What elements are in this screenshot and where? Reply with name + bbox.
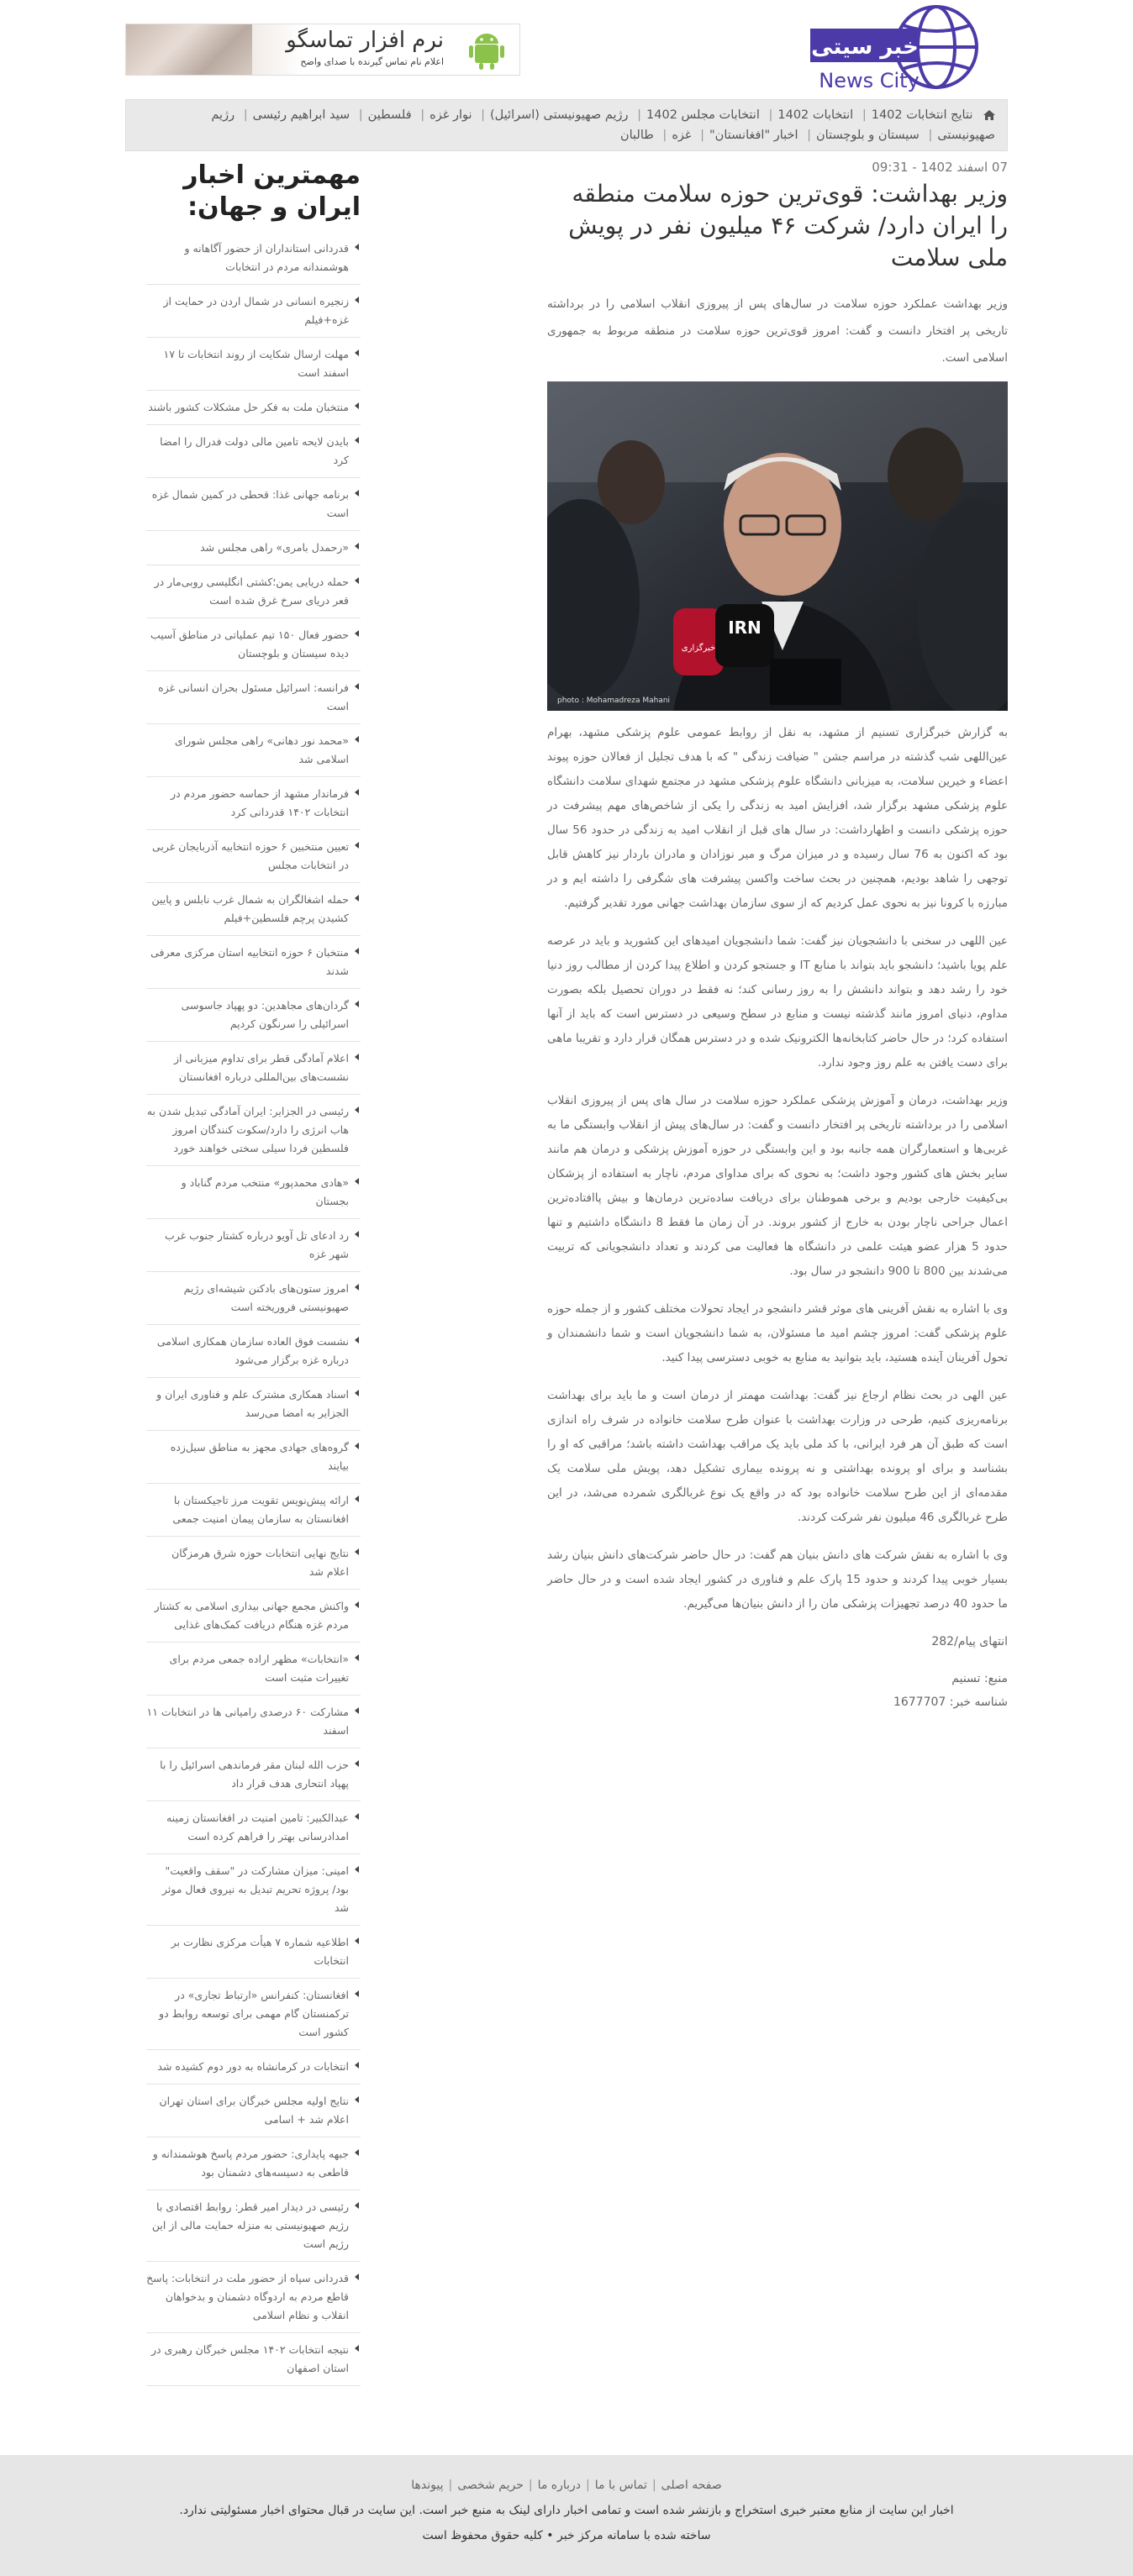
sidebar-news-item[interactable] — [146, 1431, 361, 1484]
tag-navigation: نتایج انتخابات 1402| انتخابات 1402| انتخابات مجلس 1402| رژیم صهیونیستی (اسرائیل)| نوار غزه| فلسطین| سید ابراهیم رئیسی| رژیم صهیونیستی| سیستان و بلوچستان| اخبار "افغانستان"| غزه| طالبان — [125, 99, 1008, 151]
caret-left-icon — [355, 1760, 359, 1767]
article-paragraph: وی با اشاره به نقش شرکت های دانش بنیان هم گفت: در حال حاضر شرکت‌های دانش بنیان رشد بسیار خوبی پیدا کردند و حدود 15 پارک علم و فناوری در کشور ایجاد شده است و در حال حاضر ما حدود 40 درصد تجهیزات پزشکی مان را از دانش بنیان‌ها می‌گیریم. — [547, 1548, 1008, 1611]
sidebar-news-link[interactable]: ارائه پیش‌نویس تقویت مرز تاجیکستان با افغانستان به سازمان پیمان امنیت جمعی — [172, 1494, 349, 1525]
sidebar-news-item[interactable] — [146, 1166, 361, 1219]
article-paragraph: به گزارش خبرگزاری تسنیم از مشهد، به نقل از روابط عمومی علوم پزشکی مشهد، بهرام عین‌اللهی شب گذشته در مراسم جشن " ضیافت زندگی " که با هدف تجلیل از فعالان حوزه پیوند اعضاء و خیرین سلامت، به میزبانی دانشگاه علوم پزشکی مشهد در مجتمع شهدای سلامت دانشگاه علوم پزشکی مشهد برگزار شد، افزایش امید به زندگی را یکی از شاخص‌های مهم پیشرفت در حوزه پزشکی دانست و اظهارداشت: در سال های قبل از انقلاب امید به زندگی در حدود 56 سال بود که اکنون به 76 سال رسیده و در میزان مرگ و میر نوزادان و مادران باردار نیز کاهش قابل توجهی را شاهد بودیم، همچنین در بحث ساخت واکسن پیشرفت های شگرفی را داشته ایم و در مبارزه با کرونا نیز به نحوی عمل کردیم که از سوی سازمان بهداشت جهانی مورد تقدیر گرفتیم. — [547, 726, 1008, 910]
nav-item[interactable]: نوار غزه — [429, 108, 472, 122]
sidebar-news-item[interactable] — [146, 1854, 361, 1926]
caret-left-icon — [355, 1390, 359, 1396]
article-paragraph: وی با اشاره به نقش آفرینی های موثر قشر دانشجو در ایجاد تحولات مختلف کشور و از جمله حوزه علوم پزشکی گفت: امروز چشم امید ما مسئولان، به شما دانشجویان است و شما دانشمندان و تحول آفرینان آینده هستید، باید بتوانید به منابع به خوبی دسترسی پیدا کنید. — [547, 1302, 1008, 1364]
sidebar-news-link[interactable]: رئیسی در الجزایر: ایران آمادگی تبدیل شدن به هاب انرژی را دارد/سکوت کنندگان امروز فلسطین فردا سیلی سختی خواهند خورد — [146, 1105, 349, 1154]
sidebar-news-link[interactable]: مهلت ارسال شکایت از روند انتخابات تا ۱۷ اسفند است — [163, 348, 349, 379]
caret-left-icon — [355, 2096, 359, 2103]
site-footer — [0, 2455, 1133, 2576]
logo-fa-text: خبر سیتی — [811, 34, 919, 60]
footer-separator: | — [586, 2479, 590, 2492]
caret-left-icon — [355, 630, 359, 637]
end-message: انتهای پیام/282 — [931, 1635, 1008, 1648]
sidebar-news-link[interactable]: امینی: میزان مشارکت در "سقف واقعیت" بود/ پروژه تحریم تبدیل به نیروی فعال موثر شد — [161, 1864, 349, 1914]
sidebar-news-link[interactable]: گردان‌های مجاهدین: دو پهپاد جاسوسی اسرائیلی را سرنگون کردیم — [181, 999, 349, 1030]
caret-left-icon — [355, 683, 359, 690]
nav-item[interactable]: انتخابات مجلس 1402 — [646, 108, 760, 122]
sidebar-news-item[interactable] — [146, 1219, 361, 1272]
sidebar-news-link[interactable]: «انتخابات» مظهر اراده جمعی مردم برای تغییرات مثبت است — [169, 1653, 349, 1684]
caret-left-icon — [355, 1813, 359, 1820]
sidebar-news-list — [146, 232, 361, 2386]
caret-left-icon — [355, 1231, 359, 1238]
sidebar-news-link[interactable]: گروه‌های جهادی مجهز به مناطق سیل‌زده بیایند — [170, 1441, 349, 1472]
sidebar-news-link[interactable]: زنجیره انسانی در شمال اردن در حمایت از غزه+فیلم — [163, 295, 349, 326]
home-icon[interactable] — [983, 110, 995, 120]
article-paragraph: وزیر بهداشت، درمان و آموزش پزشکی عملکرد حوزه سلامت در سال های پس از پیروزی انقلاب اسلامی را در برداشته تاریخی پر افتخار دانست و گفت: در سال‌های پیش از انقلاب وابستگی ما به غربی‌ها و استعمارگران همه جانبه بود و این وابستگی در حوزه آموزش پزشکی و درمان هم مانند سایر بخش های کشور وجود داشت؛ به نحوی که برای مداوای مردم، ناچار به استفاده از پزشکان بی‌کیفیت خارجی بودیم و برخی هموطنان برای دریافت ساده‌ترین درمان‌ها و بیش پاافتاده‌ترین اعمال جراحی ناچار بودن به خارج از کشور بروند. در آن زمان ما فقط 8 دانشگاه داشتیم و تنها حدود 5 هزار عضو هیئت علمی در دانشگاه ها فعالیت می کردند و تعداد دانشجویانی که تربیت می‌شدند بین 800 تا 900 دانشجو در سال بود. — [547, 1094, 1008, 1278]
caret-left-icon — [355, 1990, 359, 1997]
nav-item[interactable]: سید ابراهیم رئیسی — [252, 108, 350, 122]
sidebar-news-link[interactable]: فرماندار مشهد از حماسه حضور مردم در انتخابات ۱۴۰۲ قدردانی کرد — [171, 787, 349, 818]
caret-left-icon — [355, 2062, 359, 2069]
caret-left-icon — [355, 1337, 359, 1343]
sidebar-news-link[interactable]: تعیین منتخبین ۶ حوزه انتخابیه آذربایجان غربی در انتخابات مجلس — [151, 840, 349, 871]
caret-left-icon — [355, 244, 359, 250]
footer-separator: | — [528, 2479, 533, 2492]
sidebar-news-link[interactable]: امروز ستون‌های بادکنن شیشه‌ای رژیم صهیونیستی فروریخته است — [183, 1282, 349, 1313]
caret-left-icon — [355, 543, 359, 549]
footer-copyright: ساخته شده با سامانه مرکز خبر • کلیه حقوق محفوظ است — [422, 2529, 711, 2542]
footer-links — [0, 2479, 1133, 2492]
photo-credit: photo : Mohamadreza Mahani — [557, 697, 671, 705]
caret-left-icon — [355, 437, 359, 444]
sidebar-news-item[interactable] — [146, 1378, 361, 1431]
sidebar-news-item[interactable] — [146, 1484, 361, 1537]
sidebar-news-link[interactable]: نتایج نهایی انتخابات حوزه شرق هرمزگان اعلام شد — [171, 1547, 349, 1578]
sidebar-news-link[interactable]: حمله اشغالگران به شمال غرب نابلس و پایین کشیدن پرچم فلسطین+فیلم — [151, 893, 349, 924]
sidebar-news-item[interactable] — [146, 2084, 361, 2137]
sidebar-news-link[interactable]: حزب الله لبنان مقر فرماندهی اسرائیل را با پهپاد انتحاری هدف قرار داد — [160, 1759, 349, 1790]
article-date: 07 اسفند 1402 - 09:31 — [872, 160, 1008, 175]
sidebar-news-link[interactable]: حمله دریایی یمن؛کشتی انگلیسی روبی‌مار در قعر دریای سرخ غرق شده است — [154, 576, 349, 607]
sidebar-news-item[interactable] — [146, 883, 361, 936]
caret-left-icon — [355, 1707, 359, 1714]
sidebar-news-link[interactable]: انتخابات در کرمانشاه به دور دوم کشیده شد — [157, 2060, 349, 2073]
sidebar-news-item[interactable] — [146, 1095, 361, 1166]
article-headline: وزیر بهداشت: قوی‌ترین حوزه سلامت منطقه را ایران دارد/ شرکت ۴۶ میلیون نفر در پویش ملی سلامت — [568, 180, 1008, 271]
caret-left-icon — [355, 948, 359, 954]
android-icon — [466, 29, 508, 71]
sidebar-news-item[interactable] — [146, 2262, 361, 2333]
article-source: منبع: تسنیم — [951, 1672, 1008, 1685]
sidebar-news-item[interactable] — [146, 2190, 361, 2262]
site-logo[interactable] — [810, 3, 991, 96]
caret-left-icon — [355, 1496, 359, 1502]
footer-link[interactable]: تماس با ما — [594, 2479, 647, 2492]
sidebar-news-link[interactable]: منتخبان ملت به فکر حل مشکلات کشور باشند — [148, 401, 349, 413]
sidebar — [146, 160, 361, 2386]
caret-left-icon — [355, 577, 359, 584]
sidebar-news-item[interactable] — [146, 1979, 361, 2050]
sidebar-news-link[interactable]: نتایج اولیه مجلس خبرگان برای استان تهران اعلام شد + اسامی — [159, 2095, 349, 2126]
footer-disclaimer: اخبار این سایت از منابع معتبر خبری استخراج و بازنشر شده است و تمامی اخبار دارای لینک به منبع خبر است. این سایت در قبال محتوای اخبار مسئولیتی ندارد. — [179, 2504, 954, 2517]
banner-title: نرم افزار تماسگو — [286, 28, 444, 53]
footer-link[interactable]: درباره ما — [537, 2479, 582, 2492]
caret-left-icon — [355, 1284, 359, 1291]
mic-logo-text-2: خبرگزاری — [681, 644, 716, 653]
sidebar-news-link[interactable]: «رحمدل بامری» راهی مجلس شد — [200, 541, 349, 554]
sidebar-news-link[interactable]: برنامه جهانی غذا: قحطی در کمین شمال غزه است — [151, 488, 349, 519]
sidebar-news-item[interactable] — [146, 425, 361, 478]
sidebar-news-item[interactable] — [146, 1590, 361, 1643]
sidebar-news-item[interactable] — [146, 671, 361, 724]
caret-left-icon — [355, 1548, 359, 1555]
sidebar-news-item[interactable] — [146, 618, 361, 671]
nav-item[interactable]: انتخابات 1402 — [777, 108, 854, 122]
sidebar-news-item[interactable] — [146, 338, 361, 391]
caret-left-icon — [355, 1443, 359, 1449]
caret-left-icon — [355, 297, 359, 303]
sidebar-news-item[interactable] — [146, 1801, 361, 1854]
article-id: شناسه خبر: 1677707 — [893, 1695, 1008, 1709]
sidebar-news-link[interactable]: «محمد نور دهانی» راهی مجلس شورای اسلامی شد — [174, 734, 349, 765]
site-header — [125, 0, 1008, 99]
caret-left-icon — [355, 1001, 359, 1007]
sidebar-news-link[interactable]: رئیسی در دیدار امیر قطر: روابط اقتصادی با رژیم صهیونیستی به منزله حمایت مالی از این رژیم است — [151, 2200, 349, 2250]
sidebar-news-item[interactable] — [146, 936, 361, 989]
sidebar-news-item[interactable] — [146, 478, 361, 531]
sidebar-news-link[interactable]: مشارکت ۶۰ درصدی رامیانی ها در انتخابات ۱۱ اسفند — [146, 1706, 349, 1737]
article-paragraph: عین الهی در بحث نظام ارجاع نیز گفت: بهداشت مهمتر از درمان است و ما باید برای بهداشت برنامه‌ریزی کنیم، طرحی در وزارت بهداشت با عنوان طرح سلامت خانواده در شرف راه اندازی است که طبق آن هر فرد ایرانی، با کد ملی باید یک مراقب بهداشت داشته باشد؛ مراقبی که او را بشناسد و برای او پرونده بهداشتی و نه پرونده بیماری تشکیل دهد، پویش ملی سلامت یک مقدمه‌ای از این طرح سلامت خانواده بود که در واقع یک نوع غربالگری شمرده می‌شد، در این طرح غربالگری 46 میلیون نفر شرکت کردند. — [547, 1389, 1008, 1524]
sidebar-news-link[interactable]: اسناد همکاری مشترک علم و فناوری ایران و الجزایر به امضا می‌رسد — [156, 1388, 349, 1419]
caret-left-icon — [355, 1654, 359, 1661]
caret-left-icon — [355, 490, 359, 497]
sidebar-news-item[interactable] — [146, 1926, 361, 1979]
sidebar-news-link[interactable]: منتخبان ۶ حوزه انتخابیه استان مرکزی معرفی شدند — [150, 946, 349, 977]
sidebar-news-link[interactable]: «هادی محمدپور» منتخب مردم گناباد و بجستان — [181, 1176, 349, 1207]
mic-logo-text: IRN — [728, 618, 761, 638]
nav-item[interactable]: غزه — [672, 129, 692, 142]
footer-link[interactable]: صفحه اصلی — [661, 2479, 722, 2492]
caret-left-icon — [355, 1178, 359, 1185]
article — [547, 160, 1008, 1714]
sidebar-news-link[interactable]: عبدالکبیر: تامین امنیت در افغانستان زمینه امدادرسانی بهتر را فراهم کرده است — [166, 1811, 349, 1843]
footer-link[interactable]: حریم شخصی — [457, 2479, 524, 2492]
sidebar-news-item[interactable] — [146, 1272, 361, 1325]
caret-left-icon — [355, 842, 359, 849]
ad-banner[interactable] — [125, 24, 520, 76]
caret-left-icon — [355, 736, 359, 743]
caret-left-icon — [355, 2345, 359, 2352]
sidebar-news-link[interactable]: قدردانی استانداران از حضور آگاهانه و هوشمندانه مردم در انتخابات — [184, 242, 349, 273]
sidebar-news-link[interactable]: بایدن لایحه تامین مالی دولت فدرال را امضا کرد — [160, 435, 349, 466]
sidebar-news-item[interactable] — [146, 1695, 361, 1748]
sidebar-news-item[interactable] — [146, 531, 361, 565]
nav-item[interactable]: رژیم صهیونیستی — [211, 108, 995, 142]
caret-left-icon — [355, 895, 359, 902]
sidebar-news-item[interactable] — [146, 777, 361, 830]
logo-en-text: News City — [819, 69, 920, 92]
caret-left-icon — [355, 1866, 359, 1873]
sidebar-news-item[interactable] — [146, 724, 361, 777]
sidebar-news-item[interactable] — [146, 2050, 361, 2084]
nav-item[interactable]: فلسطین — [367, 108, 412, 122]
sidebar-news-link[interactable]: قدردانی سپاه از حضور ملت در انتخابات: پاسخ قاطع مردم به اردوگاه دشمنان و بدخواهان انقلاب و نظام اسلامی — [146, 2272, 349, 2321]
sidebar-news-item[interactable] — [146, 2137, 361, 2190]
sidebar-news-link[interactable]: اطلاعیه شماره ۷ هیأت مرکزی نظارت بر انتخابات — [171, 1936, 349, 1967]
caret-left-icon — [355, 1054, 359, 1060]
sidebar-news-item[interactable] — [146, 1643, 361, 1695]
sidebar-news-item[interactable] — [146, 285, 361, 338]
nav-item[interactable]: نتایج انتخابات 1402 — [871, 108, 973, 122]
sidebar-title: مهمترین اخبار ایران و جهان: — [183, 160, 361, 222]
sidebar-news-link[interactable]: رد ادعای تل آویو درباره کشتار جنوب غرب شهر غزه — [164, 1229, 349, 1260]
caret-left-icon — [355, 1937, 359, 1944]
caret-left-icon — [355, 2274, 359, 2280]
footer-separator: | — [448, 2479, 453, 2492]
article-photo — [547, 381, 1008, 711]
footer-separator: | — [651, 2479, 656, 2492]
sidebar-news-item[interactable] — [146, 830, 361, 883]
sidebar-news-link[interactable]: فرانسه: اسرائیل مسئول بحران انسانی غزه است — [158, 681, 349, 712]
sidebar-news-link[interactable]: جبهه پایداری: حضور مردم پاسخ هوشمندانه و قاطعی به دسیسه‌های دشمنان بود — [152, 2148, 349, 2179]
sidebar-news-link[interactable]: نتیجه انتخابات ۱۴۰۲ مجلس خبرگان رهبری در استان اصفهان — [150, 2343, 349, 2374]
sidebar-news-item[interactable] — [146, 565, 361, 618]
sidebar-news-item[interactable] — [146, 2333, 361, 2386]
sidebar-news-item[interactable] — [146, 232, 361, 285]
sidebar-news-item[interactable] — [146, 1748, 361, 1801]
sidebar-news-item[interactable] — [146, 989, 361, 1042]
caret-left-icon — [355, 789, 359, 796]
caret-left-icon — [355, 2149, 359, 2156]
nav-item[interactable]: اخبار "افغانستان" — [709, 129, 798, 142]
footer-link[interactable]: پیوندها — [411, 2479, 444, 2492]
caret-left-icon — [355, 1601, 359, 1608]
sidebar-news-item[interactable] — [146, 391, 361, 425]
banner-subtitle: اعلام نام تماس گیرنده با صدای واضح — [300, 56, 444, 67]
sidebar-news-link[interactable]: اعلام آمادگی قطر برای تداوم میزبانی از نشست‌های بین‌المللی درباره افغانستان — [174, 1052, 349, 1083]
nav-item[interactable]: سیستان و بلوچستان — [816, 129, 920, 142]
banner-hand-image — [126, 24, 252, 75]
sidebar-news-item[interactable] — [146, 1042, 361, 1095]
caret-left-icon — [355, 350, 359, 356]
article-lead: وزیر بهداشت عملکرد حوزه سلامت در سال‌های پس از پیروزی انقلاب اسلامی را در برداشته تاریخی پر افتخار دانست و گفت: امروز قوی‌ترین حوزه سلامت در منطقه مربوط به جمهوری اسلامی است. — [547, 297, 1008, 365]
sidebar-news-link[interactable]: حضور فعال ۱۵۰ تیم عملیاتی در مناطق آسیب دیده سیستان و بلوچستان — [150, 628, 349, 660]
nav-item[interactable]: طالبان — [619, 129, 654, 142]
sidebar-news-link[interactable]: واکنش مجمع جهانی بیداری اسلامی به کشتار مردم غزه هنگام دریافت کمک‌های غذایی — [154, 1600, 349, 1631]
article-paragraph: عین اللهی در سخنی با دانشجویان نیز گفت: شما دانشجویان امیدهای این کشورید و باید در عرصه علم پویا باشید؛ دانشجو باید بتواند با منابع IT و جستجو کردن و اطلاع پیدا کردن از مطالب روز دنیا خود را رشد دهد و بتواند دانشش را به روز رسانی کند؛ نه فقط در دوران تحصیل بلکه بصورت مداوم، دنیای امروز مانند گذشته نیست و منابع در سطح وسیعی در دسترس است که باید از آنها استفاده کرد؛ در حال حاضر کتابخانه‌ها الکترونیک شده و در دسترس همگان قرار دارد و تقریبا ماهی برای دست یافتن به علم روز وجود ندارد. — [547, 934, 1009, 1070]
sidebar-news-link[interactable]: نشست فوق العاده سازمان همکاری اسلامی درباره غزه برگزار می‌شود — [156, 1335, 349, 1366]
caret-left-icon — [355, 1107, 359, 1113]
sidebar-news-link[interactable]: افغانستان: کنفرانس «ارتباط تجاری» در ترکمنستان گام مهمی برای توسعه روابط دو کشور است — [159, 1989, 349, 2038]
sidebar-news-item[interactable] — [146, 1325, 361, 1378]
caret-left-icon — [355, 2202, 359, 2209]
nav-item[interactable]: رژیم صهیونیستی (اسرائیل) — [490, 108, 629, 122]
sidebar-news-item[interactable] — [146, 1537, 361, 1590]
caret-left-icon — [355, 402, 359, 409]
